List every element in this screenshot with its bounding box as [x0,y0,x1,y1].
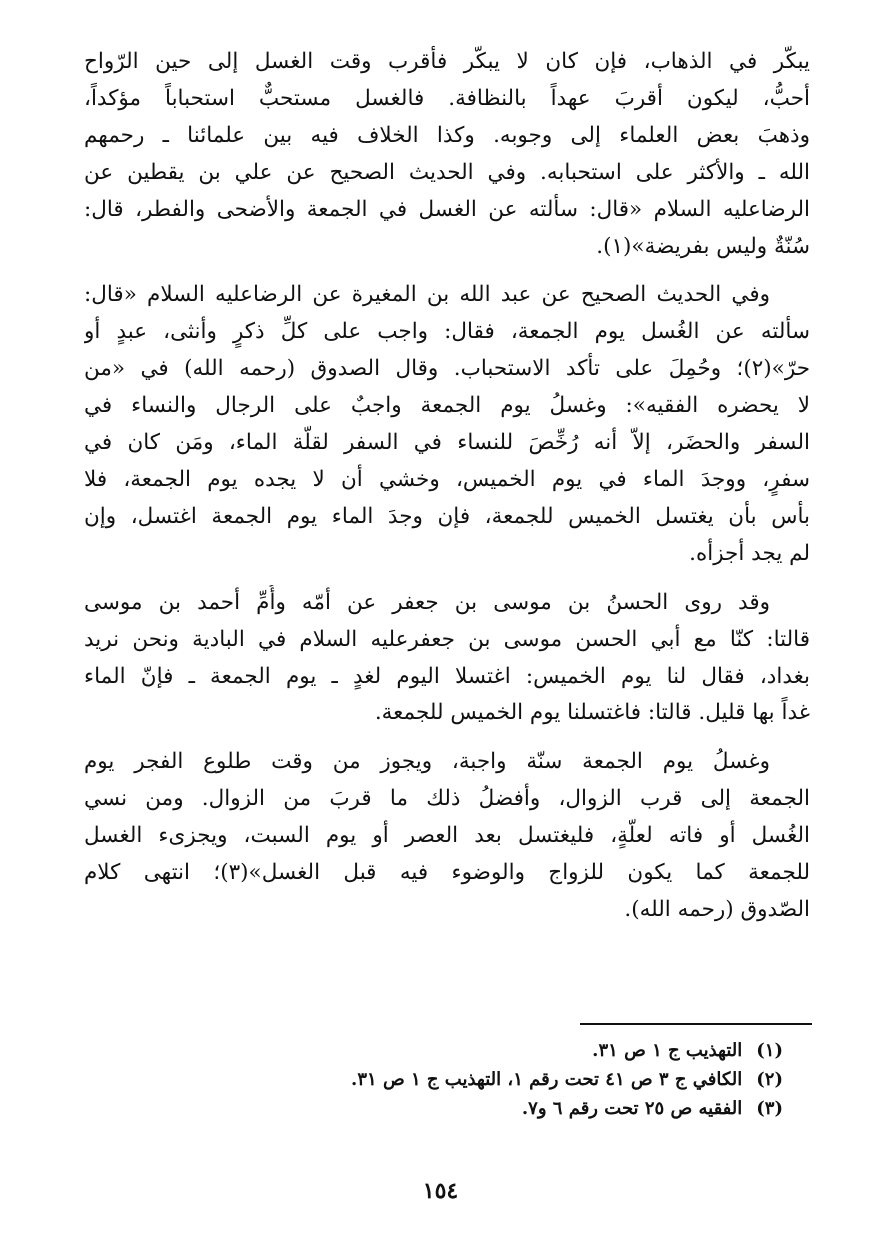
footnotes [223,1036,783,1123]
page-number: ١٥٤ [422,1178,459,1204]
footnote [223,1036,783,1065]
main-text [84,44,810,929]
text-line: وذهبَ بعض العلماء إلى وجوبه. وكذا الخلاف فيه بين علمائنا ـ رحمهم [84,122,810,148]
paragraph [84,744,810,929]
footnote-number: (٣) [756,1098,783,1119]
footnote-number: (٢) [756,1069,783,1090]
text-line: الصّدوق (رحمه الله). [624,896,810,922]
text-line: الجمعة إلى قرب الزوال، وأفضلُ ذلك ما قربَ من الزوال. ومن نسي [84,786,810,812]
text-line: سألته عن الغُسل يوم الجمعة، فقال: واجب على كلِّ ذكرٍ وأنثى، عبدٍ أو [84,319,810,345]
paragraph [84,585,810,733]
text-line: يبكّر في الذهاب، فإن كان لا يبكّر فأقرب وقت الغسل إلى حين الرّواح [84,49,810,74]
footnote-text: الفقيه ص ٢٥ تحت رقم ٦ و٧. [521,1098,743,1119]
footnote [223,1065,783,1094]
text-line: بأس بأن يغتسل الخميس للجمعة، فإن وجدَ الماء يوم الجمعة اغتسل، وإن [84,503,810,529]
text-line: الغُسل أو فاته لعلّةٍ، فليغتسل بعد العصر أو يوم السبت، ويجزىء الغسل [84,823,810,849]
paragraph [84,277,810,572]
text-line: لم يجد أجزأه. [689,540,810,566]
text-line: قالتا: كنّا مع أبي الحسن موسى بن جعفرعليه السلام في البادية ونحن نريد [84,626,810,652]
text-line: السفر والحضَر، إلاّ أنه رُخِّصَ للنساء في السفر لقلّة الماء، ومَن كان في [84,430,810,456]
text-line: وغسلُ يوم الجمعة سنّة واجبة، ويجوز من وقت طلوع الفجر يوم [84,749,770,775]
text-line: غداً بها قليل. قالتا: فاغتسلنا يوم الخميس للجمعة. [374,700,810,726]
footnote-number: (١) [756,1040,783,1061]
text-line: الرضاعليه السلام «قال: سألته عن الغسل في الجمعة والأضحى والفطر، قال: [84,196,810,222]
text-line: حرّ»(٢)؛ وحُمِلَ على تأكد الاستحباب. وقال الصدوق (رحمه الله) في «من [84,356,810,382]
footnote [223,1094,783,1123]
text-line: أحبُّ، ليكون أقربَ عهداً بالنظافة. فالغسل مستحبٌّ استحباباً مؤكداً، [84,85,810,111]
text-line: سفرٍ، ووجدَ الماء في يوم الخميس، وخشي أن لا يجده يوم الجمعة، فلا [84,466,810,492]
text-line: الله ـ والأكثر على استحبابه. وفي الحديث الصحيح عن علي بن يقطين عن [84,159,810,185]
text-line: لا يحضره الفقيه»: وغسلُ يوم الجمعة واجبٌ على الرجال والنساء في [84,393,810,419]
text-line: بغداد، فقال لنا يوم الخميس: اغتسلا اليوم لغدٍ ـ يوم الجمعة ـ فإنّ الماء [84,663,810,689]
paragraph [84,44,810,265]
footnote-text: التهذيب ج ١ ص ٣١. [592,1040,743,1061]
footnote-separator [580,1023,812,1025]
footnote-text: الكافي ج ٣ ص ٤١ تحت رقم ١، التهذيب ج ١ ص ٣١. [351,1069,743,1090]
text-line: وقد روى الحسنُ بن موسى بن جعفر عن أمّه وأُمِّ أحمد بن موسى [84,589,770,615]
text-line: وفي الحديث الصحيح عن عبد الله بن المغيرة عن الرضاعليه السلام «قال: [84,282,770,308]
text-line: سُنّةٌ وليس بفريضة»(١). [596,233,810,259]
text-line: للجمعة كما يكون للزواج والوضوء فيه قبل الغسل»(٣)؛ انتهى كلام [84,860,810,886]
